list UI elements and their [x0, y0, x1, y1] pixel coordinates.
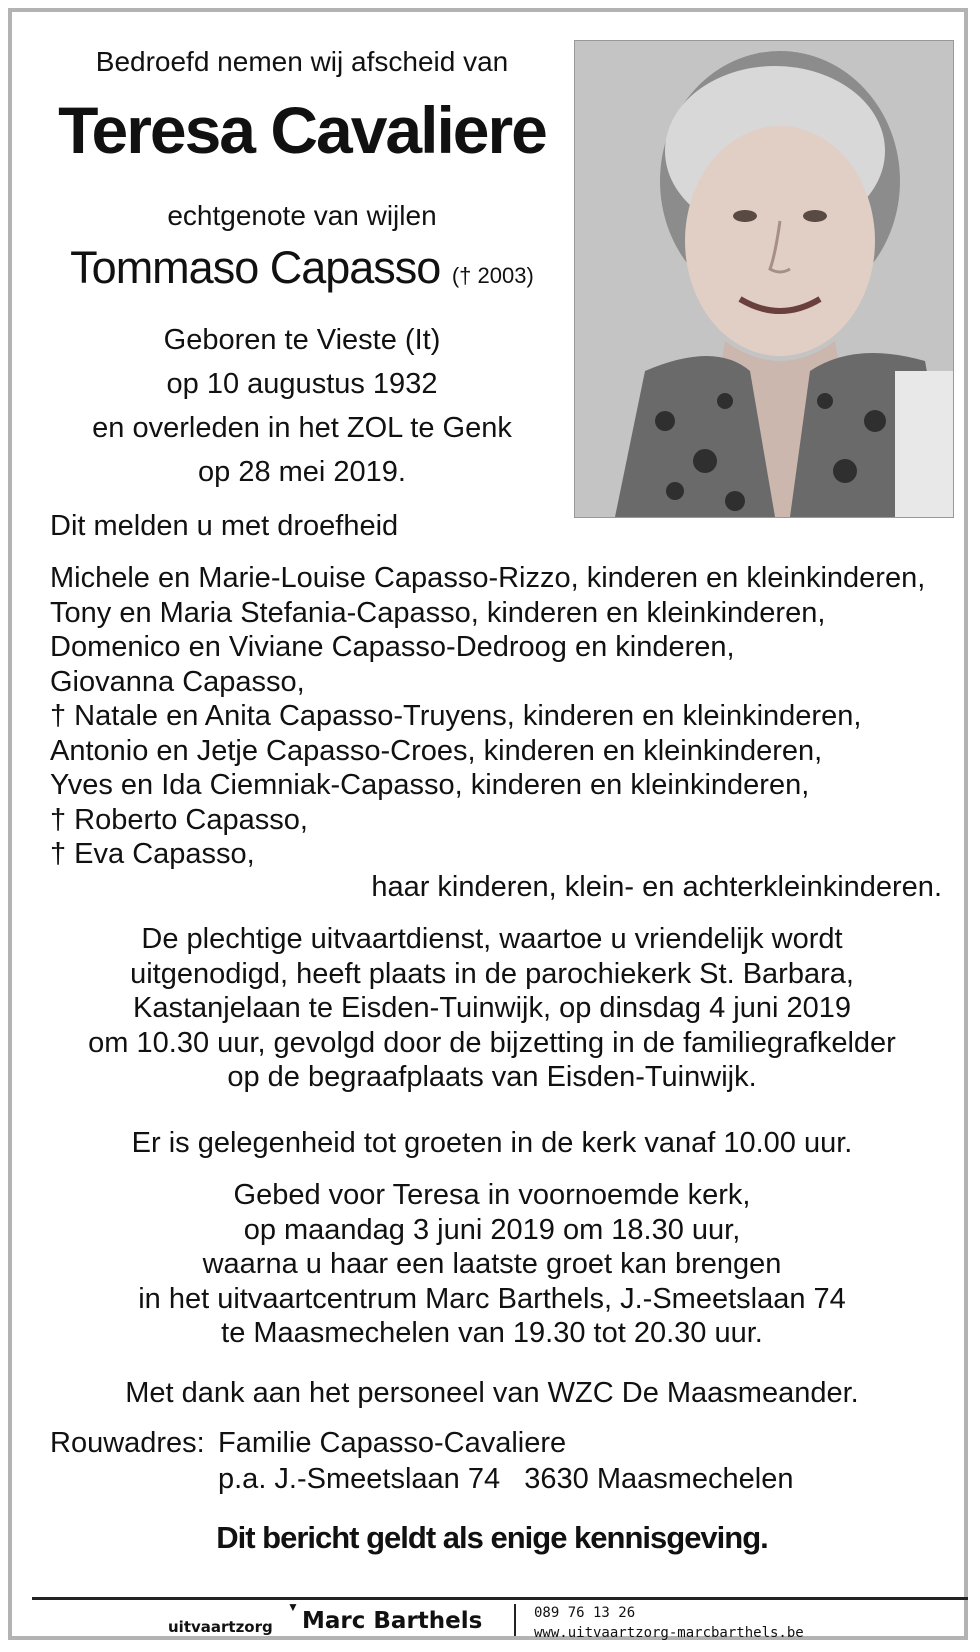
family-closing: haar kinderen, klein- en achterkleinkinderen.	[371, 871, 942, 903]
ceremony-line: uitgenodigd, heeft plaats in de parochiekerk St. Barbara,	[130, 957, 854, 990]
spouse-name: Tommaso Capasso	[70, 242, 441, 293]
birth-place: Geboren te Vieste (It)	[163, 324, 441, 356]
obituary-card	[8, 8, 968, 1640]
portrait-photo	[574, 40, 954, 518]
ceremony-line: Kastanjelaan te Eisden-Tuinwijk, op dinsdag 4 juni 2019	[133, 992, 851, 1024]
footer-phone: 089 76 13 26	[534, 1605, 636, 1621]
family-line: Tony en Maria Stefania-Capasso, kinderen en kleinkinderen,	[50, 596, 826, 629]
prayer-line: te Maasmechelen van 19.30 tot 20.30 uur.	[221, 1317, 763, 1349]
spouse-line	[42, 240, 562, 304]
prayer-line: op maandag 3 juni 2019 om 18.30 uur,	[243, 1213, 741, 1246]
footer-divider	[32, 1597, 968, 1600]
greeting-line: Er is gelegenheid tot groeten in de kerk vanaf 10.00 uur.	[131, 1127, 853, 1159]
address-line-2: p.a. J.-Smeetslaan 74 3630 Maasmechelen	[218, 1463, 794, 1495]
spouse-death: († 2003)	[451, 263, 534, 288]
ceremony-line: om 10.30 uur, gevolgd door de bijzetting in de familiegrafkelder	[88, 1026, 896, 1059]
prayer-line: Gebed voor Teresa in voornoemde kerk,	[233, 1179, 751, 1211]
announcement-intro: Dit melden u met droefheid	[50, 510, 399, 542]
brand-triangle-icon: ▼	[287, 1600, 299, 1614]
footer-website[interactable]: www.uitvaartzorg-marcbarthels.be	[534, 1625, 804, 1641]
family-line: Domenico en Viviane Capasso-Dedroog en kinderen,	[50, 631, 735, 663]
family-line: Michele en Marie-Louise Capasso-Rizzo, kinderen en kleinkinderen,	[50, 562, 926, 594]
address-line-1: Familie Capasso-Cavaliere	[218, 1427, 567, 1459]
family-line: † Natale en Anita Capasso-Truyens, kinderen en kleinkinderen,	[50, 700, 862, 732]
address-label: Rouwadres:	[50, 1427, 205, 1459]
prayer-line: in het uitvaartcentrum Marc Barthels, J.-Smeetslaan 74	[138, 1282, 846, 1315]
family-line: † Eva Capasso,	[50, 838, 255, 870]
death-place: en overleden in het ZOL te Genk	[92, 412, 512, 444]
portrait-illustration	[575, 41, 953, 517]
family-line: Yves en Ida Ciemniak-Capasso, kinderen en kleinkinderen,	[50, 769, 810, 801]
ceremony-line: De plechtige uitvaartdienst, waartoe u vriendelijk wordt	[141, 923, 843, 955]
notice-line: Dit bericht geldt als enige kennisgeving.	[216, 1520, 768, 1555]
deceased-name: Teresa Cavaliere	[58, 93, 546, 167]
ceremony-block	[32, 922, 952, 1095]
prayer-block	[32, 1178, 952, 1351]
death-date: op 28 mei 2019.	[198, 456, 406, 488]
thanks-line: Met dank aan het personeel van WZC De Maasmeander.	[125, 1377, 859, 1409]
birth-date: op 10 augustus 1932	[166, 368, 438, 400]
brand-small: uitvaartzorg	[168, 1618, 273, 1636]
intro-line: Bedroefd nemen wij afscheid van	[95, 46, 509, 77]
family-line: Antonio en Jetje Capasso-Croes, kinderen en kleinkinderen,	[50, 734, 823, 767]
family-line: † Roberto Capasso,	[50, 803, 308, 836]
family-list	[50, 561, 960, 872]
spouse-intro: echtgenote van wijlen	[167, 200, 437, 231]
brand-name: Marc Barthels	[302, 1608, 483, 1634]
family-line: Giovanna Capasso,	[50, 665, 305, 698]
prayer-line: waarna u haar een laatste groet kan brengen	[202, 1248, 782, 1280]
ceremony-line: op de begraafplaats van Eisden-Tuinwijk.	[227, 1061, 757, 1093]
footer-separator	[514, 1604, 516, 1636]
